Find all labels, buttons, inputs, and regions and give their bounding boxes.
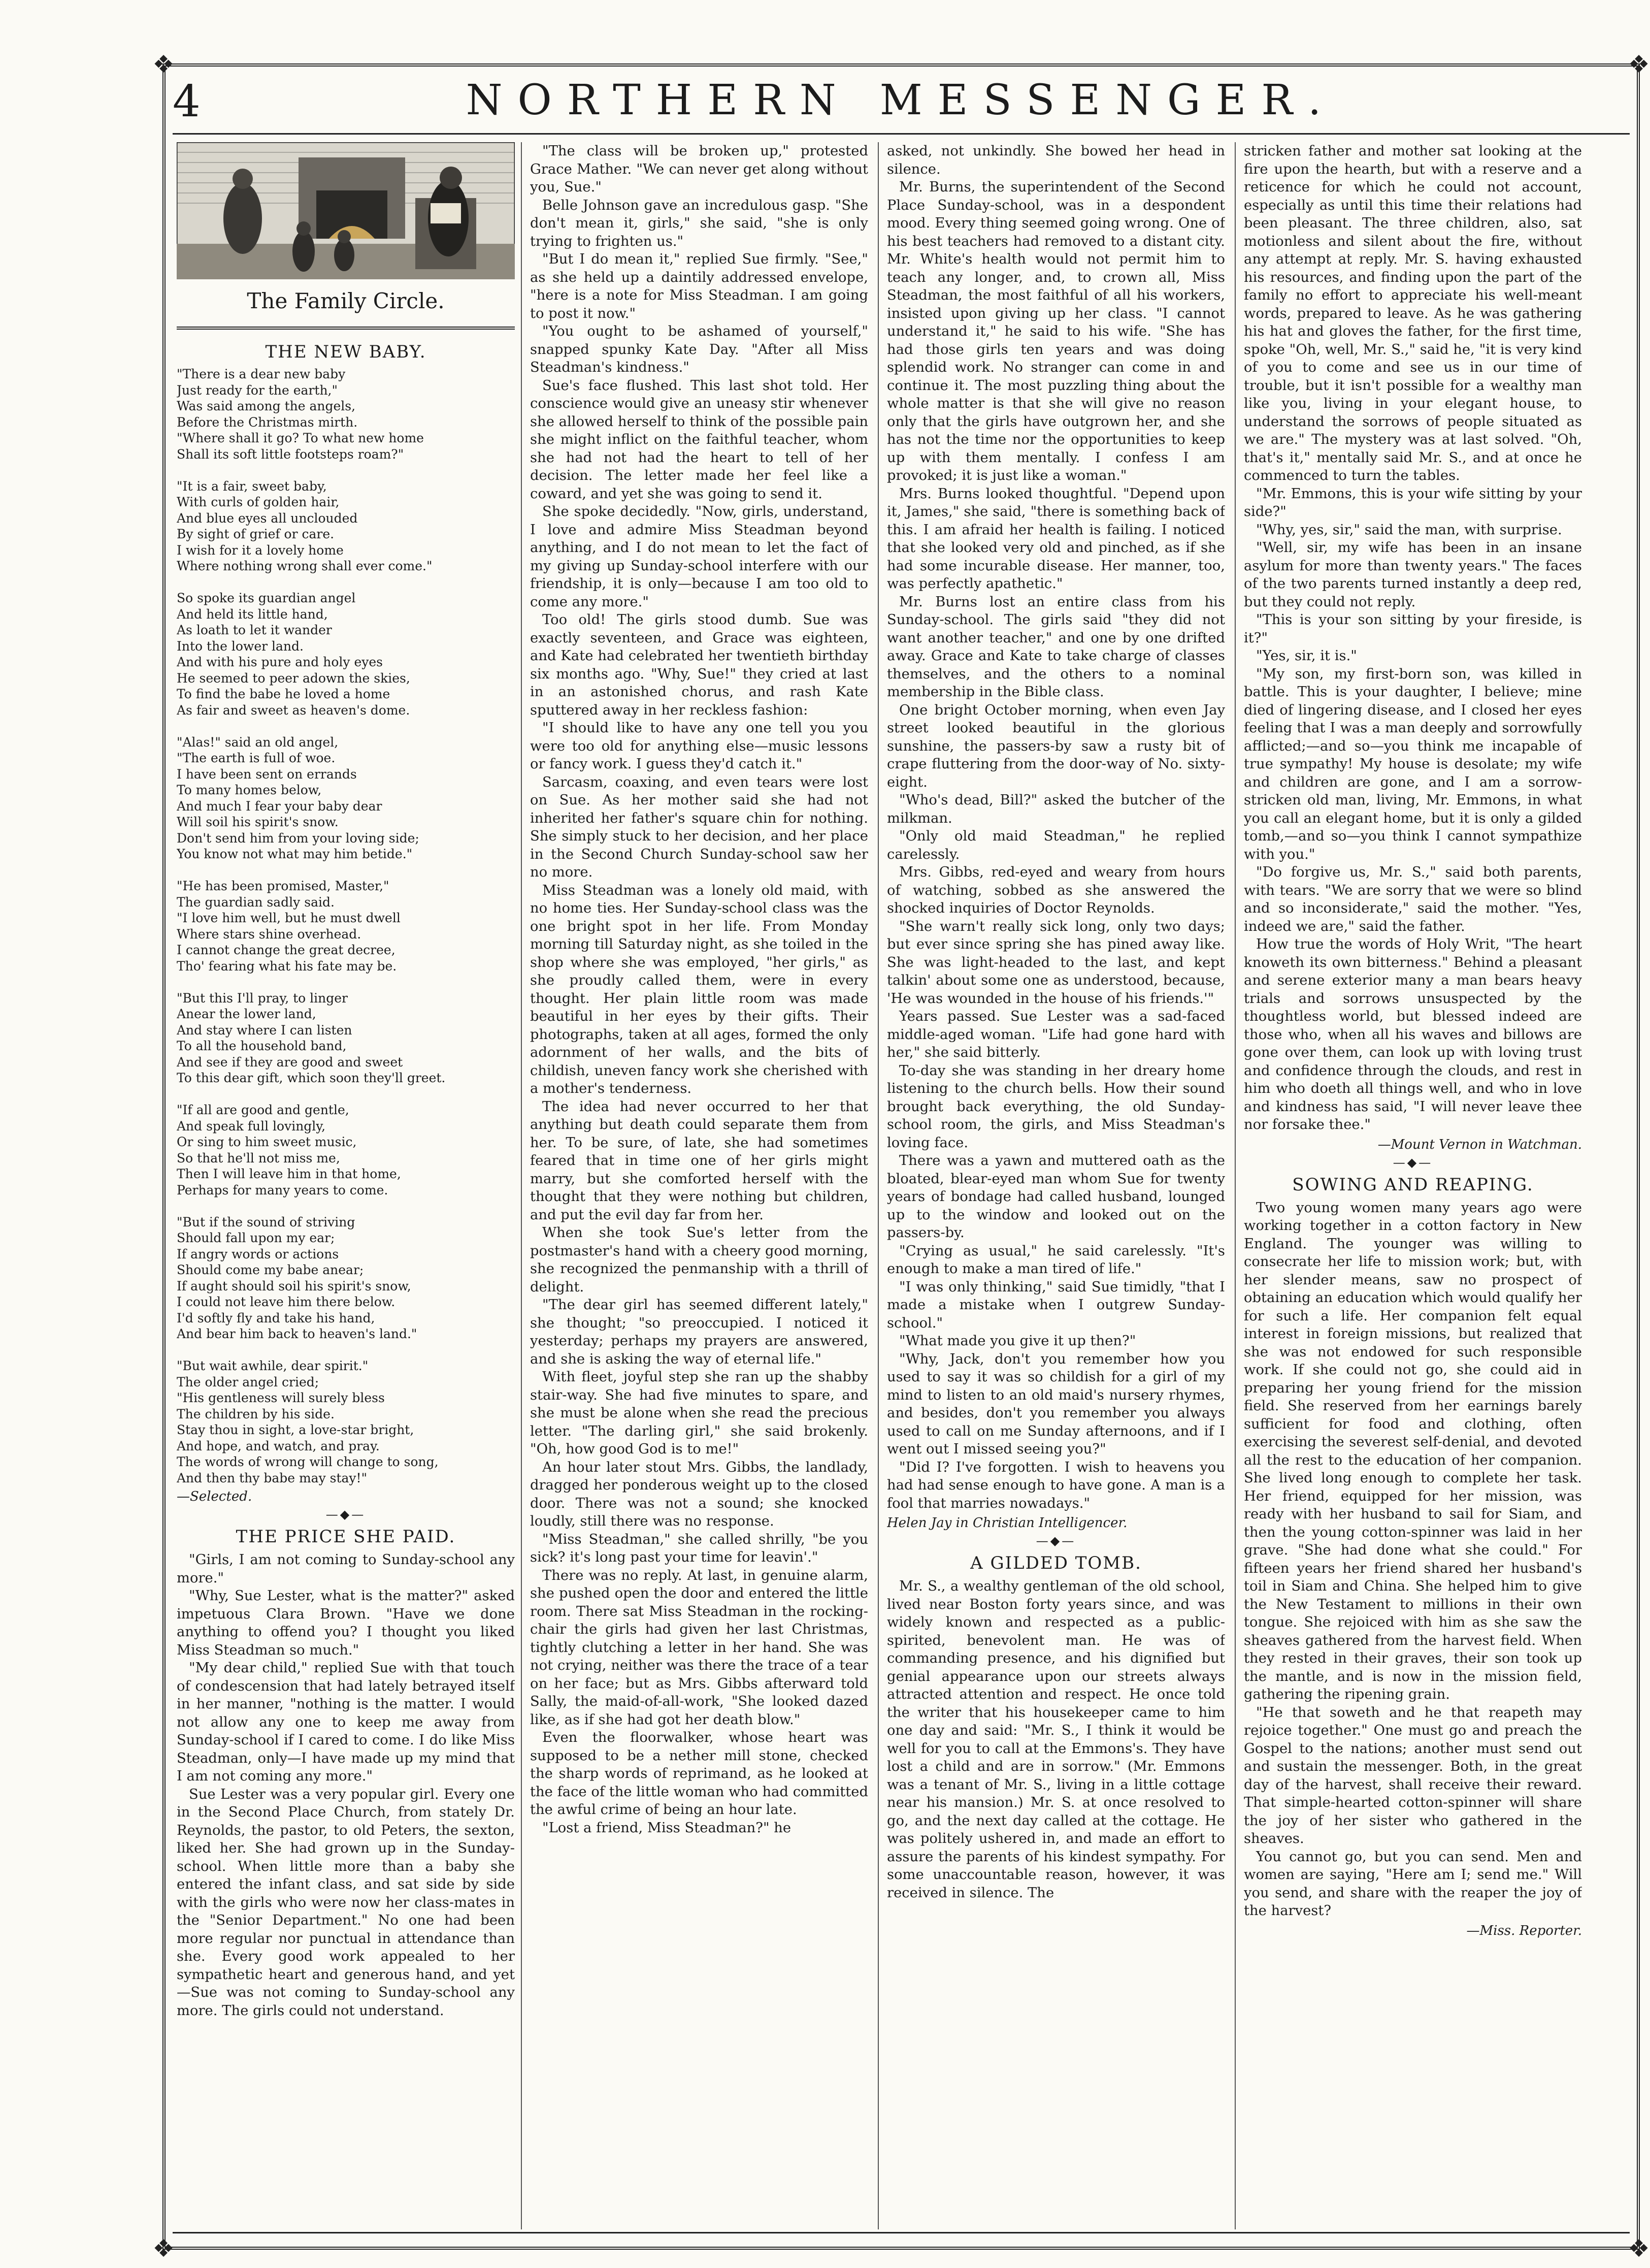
paragraph: With fleet, joyful step she ran up the shabby stair-way. She had five minutes to spare, and she must be alone when she read the precious letter. "The darling girl," she said brokenly. "Oh, how good God is to me!" bbox=[530, 1369, 868, 1457]
paragraph: Mrs. Gibbs, red-eyed and weary from hours of watching, sobbed as she answered the shocked inquiries of Doctor Reynolds. bbox=[887, 864, 1225, 916]
new-baby-attribution: —Selected. bbox=[177, 1489, 252, 1504]
paragraph: The idea had never occurred to her that anything but death could separate them from her. To be sure, of late, she had sometimes feared that in time one of her girls might marry, but she comforted herself with the thought that they were nothing but children, and put the evil day far from her. bbox=[530, 1098, 868, 1223]
paragraph: Mr. Burns lost an entire class from his Sunday-school. The girls said "they did not want another teacher," and one by one drifted away. Grace and Kate to take charge of classes themselves, and the others to a nominal membership in the Bible class. bbox=[887, 594, 1225, 700]
paragraph: Sue Lester was a very popular girl. Every one in the Second Place Church, from stately Dr. Reynolds, the pastor, to old Peters, the sexton, liked her. She had grown up in the Sunday-school. When little more than a baby she entered the infant class, and sat side by side with the girls who were now her class-mates in the "Senior Department." No one had been more regular nor punctual in attendance than she. Every good work appealed to her sympathetic heart and generous hand, and yet—Sue was not coming to Sunday-school any more. The girls could not understand. bbox=[177, 1786, 515, 2019]
paragraph: You cannot go, but you can send. Men and women are saying, "Here am I; send me." Will you send, and share with the reaper the joy of the harvest? bbox=[1244, 1849, 1582, 1919]
sowing-reaping-heading: SOWING AND REAPING. bbox=[1292, 1174, 1534, 1195]
paragraph: Too old! The girls stood dumb. Sue was exactly seventeen, and Grace was eighteen, and Kate had celebrated her twentieth birthday six months ago. "Why, Sue!" they cried at last in an astonished chorus, and rash Kate sputtered away in her reckless fashion: bbox=[530, 612, 868, 718]
paragraph: "What made you give it up then?" bbox=[899, 1333, 1136, 1349]
new-baby-poem: "There is a dear new baby Just ready for the earth," Was said among the angels, Before the Christmas mirth. "Where shall it go? To what new home Shall its soft little footsteps roam?" "It is a fair, sweet baby, With curls of golden hair, And blue eyes all unclouded By sight of grief or care. I wish for it a lovely home Where nothing wrong shall ever come." So spoke its guardian angel And held its little hand, As loath to let it wander Into the lower land. And with his pure and holy eyes He seemed to peer adown the skies, To find the babe he loved a home As fair and sweet as heaven's dome. "Alas!" said an old angel, "The earth is full of woe. I have been sent on errands To many homes below, And much I fear your baby dear Will soil his spirit's snow. Don't send him from your loving side; You know not what may him betide." "He has been promised, Master," The guardian sadly said. "I love him well, but he must dwell Where stars shine overhead. I cannot change the great decree, Tho' fearing what his fate may be. "But this I'll pray, to linger Anear the lower land, And stay where I can listen To all the household band, And see if they are good and sweet To this dear gift, which soon they'll greet. "If all are good and gentle, And speak full lovingly, Or sing to him sweet music, So that he'll not miss me, Then I will leave him in that home, Perhaps for many years to come. "But if the sound of striving Should fall upon my ear; If angry words or actions Should come my babe anear; If aught should soil his spirit's snow, I could not leave him there below. I'd softly fly and take his hand, And bear him back to heaven's land." "But wait awhile, dear spirit." The older angel cried; "His gentleness will surely bless The children by his side. Stay thou in sight, a love-star bright, And hope, and watch, and pray. The words of wrong will change to song, And then thy babe may stay!" bbox=[177, 367, 446, 1485]
paragraph: Mr. S., a wealthy gentleman of the old school, lived near Boston forty years since, and was widely known and respected as a public-spirited, benevolent man. He was of commanding presence, and his dignified but genial appearance upon our streets always attracted attention and respect. He once told the writer that his housekeeper came to him one day and said: "Mr. S., I think it would be well for you to call at the Emmons's. They have lost a child and are in sorrow." (Mr. Emmons was a tenant of Mr. S., living in a little cottage near his mansion.) Mr. S. at once resolved to go, and the next day called at the cottage. He was politely ushered in, and made an effort to assure the parents of his kindest sympathy. For some unaccountable reason, however, it was received in silence. The bbox=[887, 1578, 1225, 1901]
paragraph: Years passed. Sue Lester was a sad-faced middle-aged woman. "Life had gone hard with her," she said bitterly. bbox=[887, 1009, 1225, 1060]
paragraph: An hour later stout Mrs. Gibbs, the landlady, dragged her ponderous weight up to the closed door. There was not a sound; she knocked loudly, still there was no response. bbox=[530, 1459, 868, 1529]
paragraph: stricken father and mother sat looking at the fire upon the hearth, but with a reserve and a reticence for which he could not account, especially as until this time their relations had been pleasant. The three children, also, sat motionless and silent about the fire, without any attempt at reply. Mr. S. having exhausted his resources, and finding upon the part of the family no effort to appreciate his well-meant words, prepared to leave. As he was gathering his hat and gloves the father, for the first time, spoke "Oh, well, Mr. S.," said he, "it is very kind of you to come and see us in our time of trouble, but it isn't possible for a wealthy man like you, living in your elegant house, to understand the sorrows of people situated as we are." The mystery was at last solved. "Oh, that's it," mentally said Mr. S., and at once he commenced to turn the tables. bbox=[1244, 143, 1582, 483]
paragraph: There was no reply. At last, in genuine alarm, she pushed open the door and entered the little room. There sat Miss Steadman in the rocking-chair the girls had given her last Christmas, tightly clutching a letter in her hand. She was not crying, neither was there the trace of a tear on her face; but as Mrs. Gibbs afterward told Sally, the maid-of-all-work, "She looked dazed like, as if she had got her death blow." bbox=[530, 1567, 868, 1728]
masthead bbox=[173, 76, 1630, 137]
paragraph: "I was only thinking," said Sue timidly, "that I made a mistake when I outgrew Sunday-school." bbox=[887, 1279, 1225, 1331]
column-divider-1 bbox=[521, 142, 522, 2229]
corner-ornament-bottom-right: ❖ bbox=[1628, 2234, 1650, 2263]
column-divider-2 bbox=[878, 142, 879, 2229]
paragraph: How true the words of Holy Writ, "The heart knoweth its own bitterness." Behind a pleasant and serene exterior many a man bears heavy trials and sorrows unsuspected by the thoughtless world, but blessed indeed are those who, when all his waves and billows are gone over them, can look up with loving trust and confidence through the clouds, and rest in him who doeth all things well, and who in love and kindness has said, "I will never leave thee nor forsake thee." bbox=[1244, 936, 1582, 1132]
paragraph: "Why, Jack, don't you remember how you used to say it was so childish for a girl of my mind to listen to an old maid's nursery rhymes, and besides, don't you remember you always used to call on me Sunday afternoons, and if I went out I missed seeing you?" bbox=[887, 1351, 1225, 1457]
paragraph: "Lost a friend, Miss Steadman?" he bbox=[542, 1820, 791, 1836]
column-3 bbox=[887, 142, 1225, 2240]
price-she-paid-col1 bbox=[177, 1551, 515, 2020]
paragraph: Miss Steadman was a lonely old maid, with no home ties. Her Sunday-school class was the one bright spot in her life. From Monday morning till Saturday night, as she toiled in the shop where she was employed, "her girls," as she proudly called them, were in every thought. Her plain little room was made beautiful in her eyes by their gifts. Their photographs, taken at all ages, formed the only adornment of her walls, and the bits of childish, uneven fancy work she cherished with a mother's tenderness. bbox=[530, 882, 868, 1096]
paragraph: "Do forgive us, Mr. S.," said both parents, with tears. "We are sorry that we were so blind and so inconsiderate," said the mother. "Yes, indeed we are," said the father. bbox=[1244, 864, 1582, 934]
paragraph: "She warn't really sick long, only two days; but ever since spring she has pined away like. She was light-headed to the last, and kept talkin' about some one as understood, because, 'He was wounded in the house of his friends.'" bbox=[887, 918, 1225, 1007]
price-she-paid-heading: THE PRICE SHE PAID. bbox=[236, 1527, 456, 1547]
paragraph: Sarcasm, coaxing, and even tears were lost on Sue. As her mother said she had not inherited her father's square chin for nothing. She simply stuck to her decision, and her place in the Second Church Sunday-school saw her no more. bbox=[530, 774, 868, 880]
column-4 bbox=[1244, 142, 1582, 2240]
paragraph: "I should like to have any one tell you you were too old for anything else—music lessons or fancy work. I guess they'd catch it." bbox=[530, 720, 868, 772]
paragraph: "My son, my first-born son, was killed in battle. This is your daughter, I believe; mine died of lingering disease, and I closed her eyes feeling that I was a man deeply and sorrowfully afflicted;—and so—you think me incapable of true sympathy! My house is desolate; my wife and children are gone, and I am a sorrow-stricken old man, living, Mr. Emmons, in what you call an elegant home, but it is only a gilded tomb,—and so—you think I cannot sympathize with you." bbox=[1244, 666, 1582, 862]
bottom-rule bbox=[173, 2232, 1630, 2233]
paragraph: Two young women many years ago were working together in a cotton factory in New England. The younger was willing to consecrate her life to mission work; but, with her slender means, saw no prospect of obtaining an education which would qualify her for such a life. Her companion felt equal interest in foreign missions, but realized that she was not endowed for such responsible work. If she could not go, she could aid in preparing her young friend for the mission field. She reserved from her earnings barely sufficient for food and clothing, often exercising the severest self-denial, and devoted all the rest to the education of her companion. She lived long enough to complete her task. Her friend, equipped for her mission, was ready with her husband to sail for Siam, and then the young cotton-spinner was laid in her grave. "She had done what she could." For fifteen years her friend shared her husband's toil in Siam and China. She helped him to give the New Testament to millions in their own tongue. She rejoiced with him as she saw the sheaves gathered from the harvest field. When they rested in their graves, their son took up the mantle, and is now in the mission field, gathering the ripening grain. bbox=[1244, 1200, 1582, 1702]
gilded-tomb-attribution: —Mount Vernon in Watchman. bbox=[1377, 1137, 1582, 1152]
paragraph: One bright October morning, when even Jay street looked beautiful in the glorious sunshine, the passers-by saw a rusty bit of crape fluttering from the door-way of No. sixty-eight. bbox=[887, 702, 1225, 790]
newspaper-title: NORTHERN MESSENGER. bbox=[466, 76, 1337, 124]
paragraph: "Miss Steadman," she called shrilly, "be you sick? it's long past your time for leavin'." bbox=[530, 1531, 868, 1565]
corner-ornament-top-left: ❖ bbox=[152, 50, 175, 79]
section-separator: —◆— bbox=[1036, 1534, 1076, 1548]
paragraph: "Girls, I am not coming to Sunday-school any more." bbox=[177, 1552, 515, 1586]
paragraph: "You ought to be ashamed of yourself," snapped spunky Kate Day. "After all Miss Steadman's kindness." bbox=[530, 323, 868, 375]
paragraph: "Why, yes, sir," said the man, with surprise. bbox=[1256, 522, 1562, 538]
paragraph: "The class will be broken up," protested Grace Mather. "We can never get along without you, Sue." bbox=[530, 143, 868, 195]
paragraph: "Mr. Emmons, this is your wife sitting by your side?" bbox=[1244, 485, 1582, 520]
paragraph: "Who's dead, Bill?" asked the butcher of the milkman. bbox=[887, 792, 1225, 826]
sowing-reaping-attribution: —Miss. Reporter. bbox=[1466, 1923, 1582, 1938]
paragraph: "My dear child," replied Sue with that touch of condescension that had lately betrayed itself in her manner, "nothing is the matter. I would not allow any one to keep me away from Sunday-school if I cared to come. I do like Miss Steadman, only—I have made up my mind that I am not coming any more." bbox=[177, 1660, 515, 1784]
paragraph: Mrs. Burns looked thoughtful. "Depend upon it, James," she said, "there is something back of this. I am afraid her health is failing. I noticed that she looked very old and pinched, as if she had some incurable disease. Her manner, too, was perfectly apathetic." bbox=[887, 485, 1225, 592]
paragraph: "Yes, sir, it is." bbox=[1256, 648, 1357, 664]
page-number: 4 bbox=[173, 76, 201, 127]
paragraph: asked, not unkindly. She bowed her head in silence. bbox=[887, 143, 1225, 177]
paragraph: "Why, Sue Lester, what is the matter?" asked impetuous Clara Brown. "Have we done anything to offend you? I thought you liked Miss Steadman so much." bbox=[177, 1588, 515, 1658]
paragraph: There was a yawn and muttered oath as the bloated, blear-eyed man whom Sue for twenty years of bondage had called husband, lounged up to the window and looked out on the passers-by. bbox=[887, 1153, 1225, 1241]
paragraph: Belle Johnson gave an incredulous gasp. "She don't mean it, girls," she said, "she is only trying to frighten us." bbox=[530, 197, 868, 249]
paragraph: She spoke decidedly. "Now, girls, understand, I love and admire Miss Steadman beyond anything, and I do not mean to let the fact of my giving up Sunday-school interfere with our friendship, it is only—because I am too old to come any more." bbox=[530, 504, 868, 610]
paragraph: "But I do mean it," replied Sue firmly. "See," as she held up a daintily addressed envelope, "here is a note for Miss Steadman. I am going to post it now." bbox=[530, 251, 868, 321]
paragraph: "Crying as usual," he said carelessly. "It's enough to make a man tired of life." bbox=[887, 1243, 1225, 1277]
column-divider-3 bbox=[1235, 142, 1236, 2229]
paragraph: "This is your son sitting by your fireside, is it?" bbox=[1244, 612, 1582, 646]
new-baby-heading: THE NEW BABY. bbox=[265, 342, 426, 362]
paragraph: "Did I? I've forgotten. I wish to heavens you had had sense enough to have gone. A man is a fool that marries nowadays." bbox=[887, 1459, 1225, 1511]
paragraph: Mr. Burns, the superintendent of the Second Place Sunday-school, was in a despondent mood. Every thing seemed going wrong. One of his best teachers had removed to a distant city. Mr. White's health would not permit him to teach any longer, and, to crown all, Miss Steadman, the most faithful of all his workers, insisted upon giving up her class. "I cannot understand it," he said to his wife. "She has had those girls ten years and was doing splendid work. No stranger can come in and continue it. The most puzzling thing about the whole matter is that she will give no reason only that the girls have outgrown her, and she has not the time nor the opportunities to keep up with them mentally. I confess I am provoked; it is just like a woman." bbox=[887, 179, 1225, 483]
family-circle-title: The Family Circle. bbox=[247, 288, 445, 313]
family-circle-rule bbox=[177, 327, 515, 330]
paragraph: Sue's face flushed. This last shot told. Her conscience would give an uneasy stir whenever she allowed herself to think of the possible pain she might inflict on the faithful teacher, whom she had not had the heart to tell of her decision. The letter made her feel like a coward, and yet she was going to send it. bbox=[530, 377, 868, 502]
paragraph: When she took Sue's letter from the postmaster's hand with a cheery good morning, she recognized the penmanship with a thrill of delight. bbox=[530, 1225, 868, 1295]
paragraph: "He that soweth and he that reapeth may rejoice together." One must go and preach the Gospel to the nations; another must send out and sustain the messenger. Both, in the great day of the harvest, shall receive their reward. That simple-hearted cotton-spinner will share the joy of her sister who gathered in the sheaves. bbox=[1244, 1704, 1582, 1846]
paragraph: To-day she was standing in her dreary home listening to the church bells. How their sound brought back everything, the old Sunday-school room, the girls, and Miss Steadman's loving face. bbox=[887, 1062, 1225, 1151]
corner-ornament-top-right: ❖ bbox=[1628, 50, 1650, 79]
paragraph: Even the floorwalker, whose heart was supposed to be a nether mill stone, checked the sharp words of reprimand, as he looked at the face of the little woman who had committed the awful crime of being an hour late. bbox=[530, 1730, 868, 1818]
gilded-tomb-heading: A GILDED TOMB. bbox=[970, 1553, 1142, 1573]
section-separator: —◆— bbox=[325, 1507, 366, 1521]
masthead-rule bbox=[173, 133, 1630, 135]
column-2 bbox=[530, 142, 868, 2240]
family-reading-by-fireside-engraving bbox=[177, 142, 515, 279]
paragraph: "Well, sir, my wife has been in an insane asylum for more than twenty years." The faces of the two parents turned instantly a deep red, but they could not reply. bbox=[1244, 540, 1582, 610]
paragraph: "Only old maid Steadman," he replied carelessly. bbox=[887, 828, 1225, 862]
column-1 bbox=[177, 142, 515, 2240]
price-she-paid-attribution: Helen Jay in Christian Intelligencer. bbox=[887, 1515, 1128, 1531]
corner-ornament-bottom-left: ❖ bbox=[152, 2234, 175, 2263]
family-circle-engraving-icon bbox=[177, 142, 515, 279]
section-separator: —◆— bbox=[1393, 1155, 1433, 1170]
paragraph: "The dear girl has seemed different lately," she thought; "so preoccupied. I noticed it yesterday; perhaps my prayers are answered, and she is asking the way of eternal life." bbox=[530, 1297, 868, 1367]
